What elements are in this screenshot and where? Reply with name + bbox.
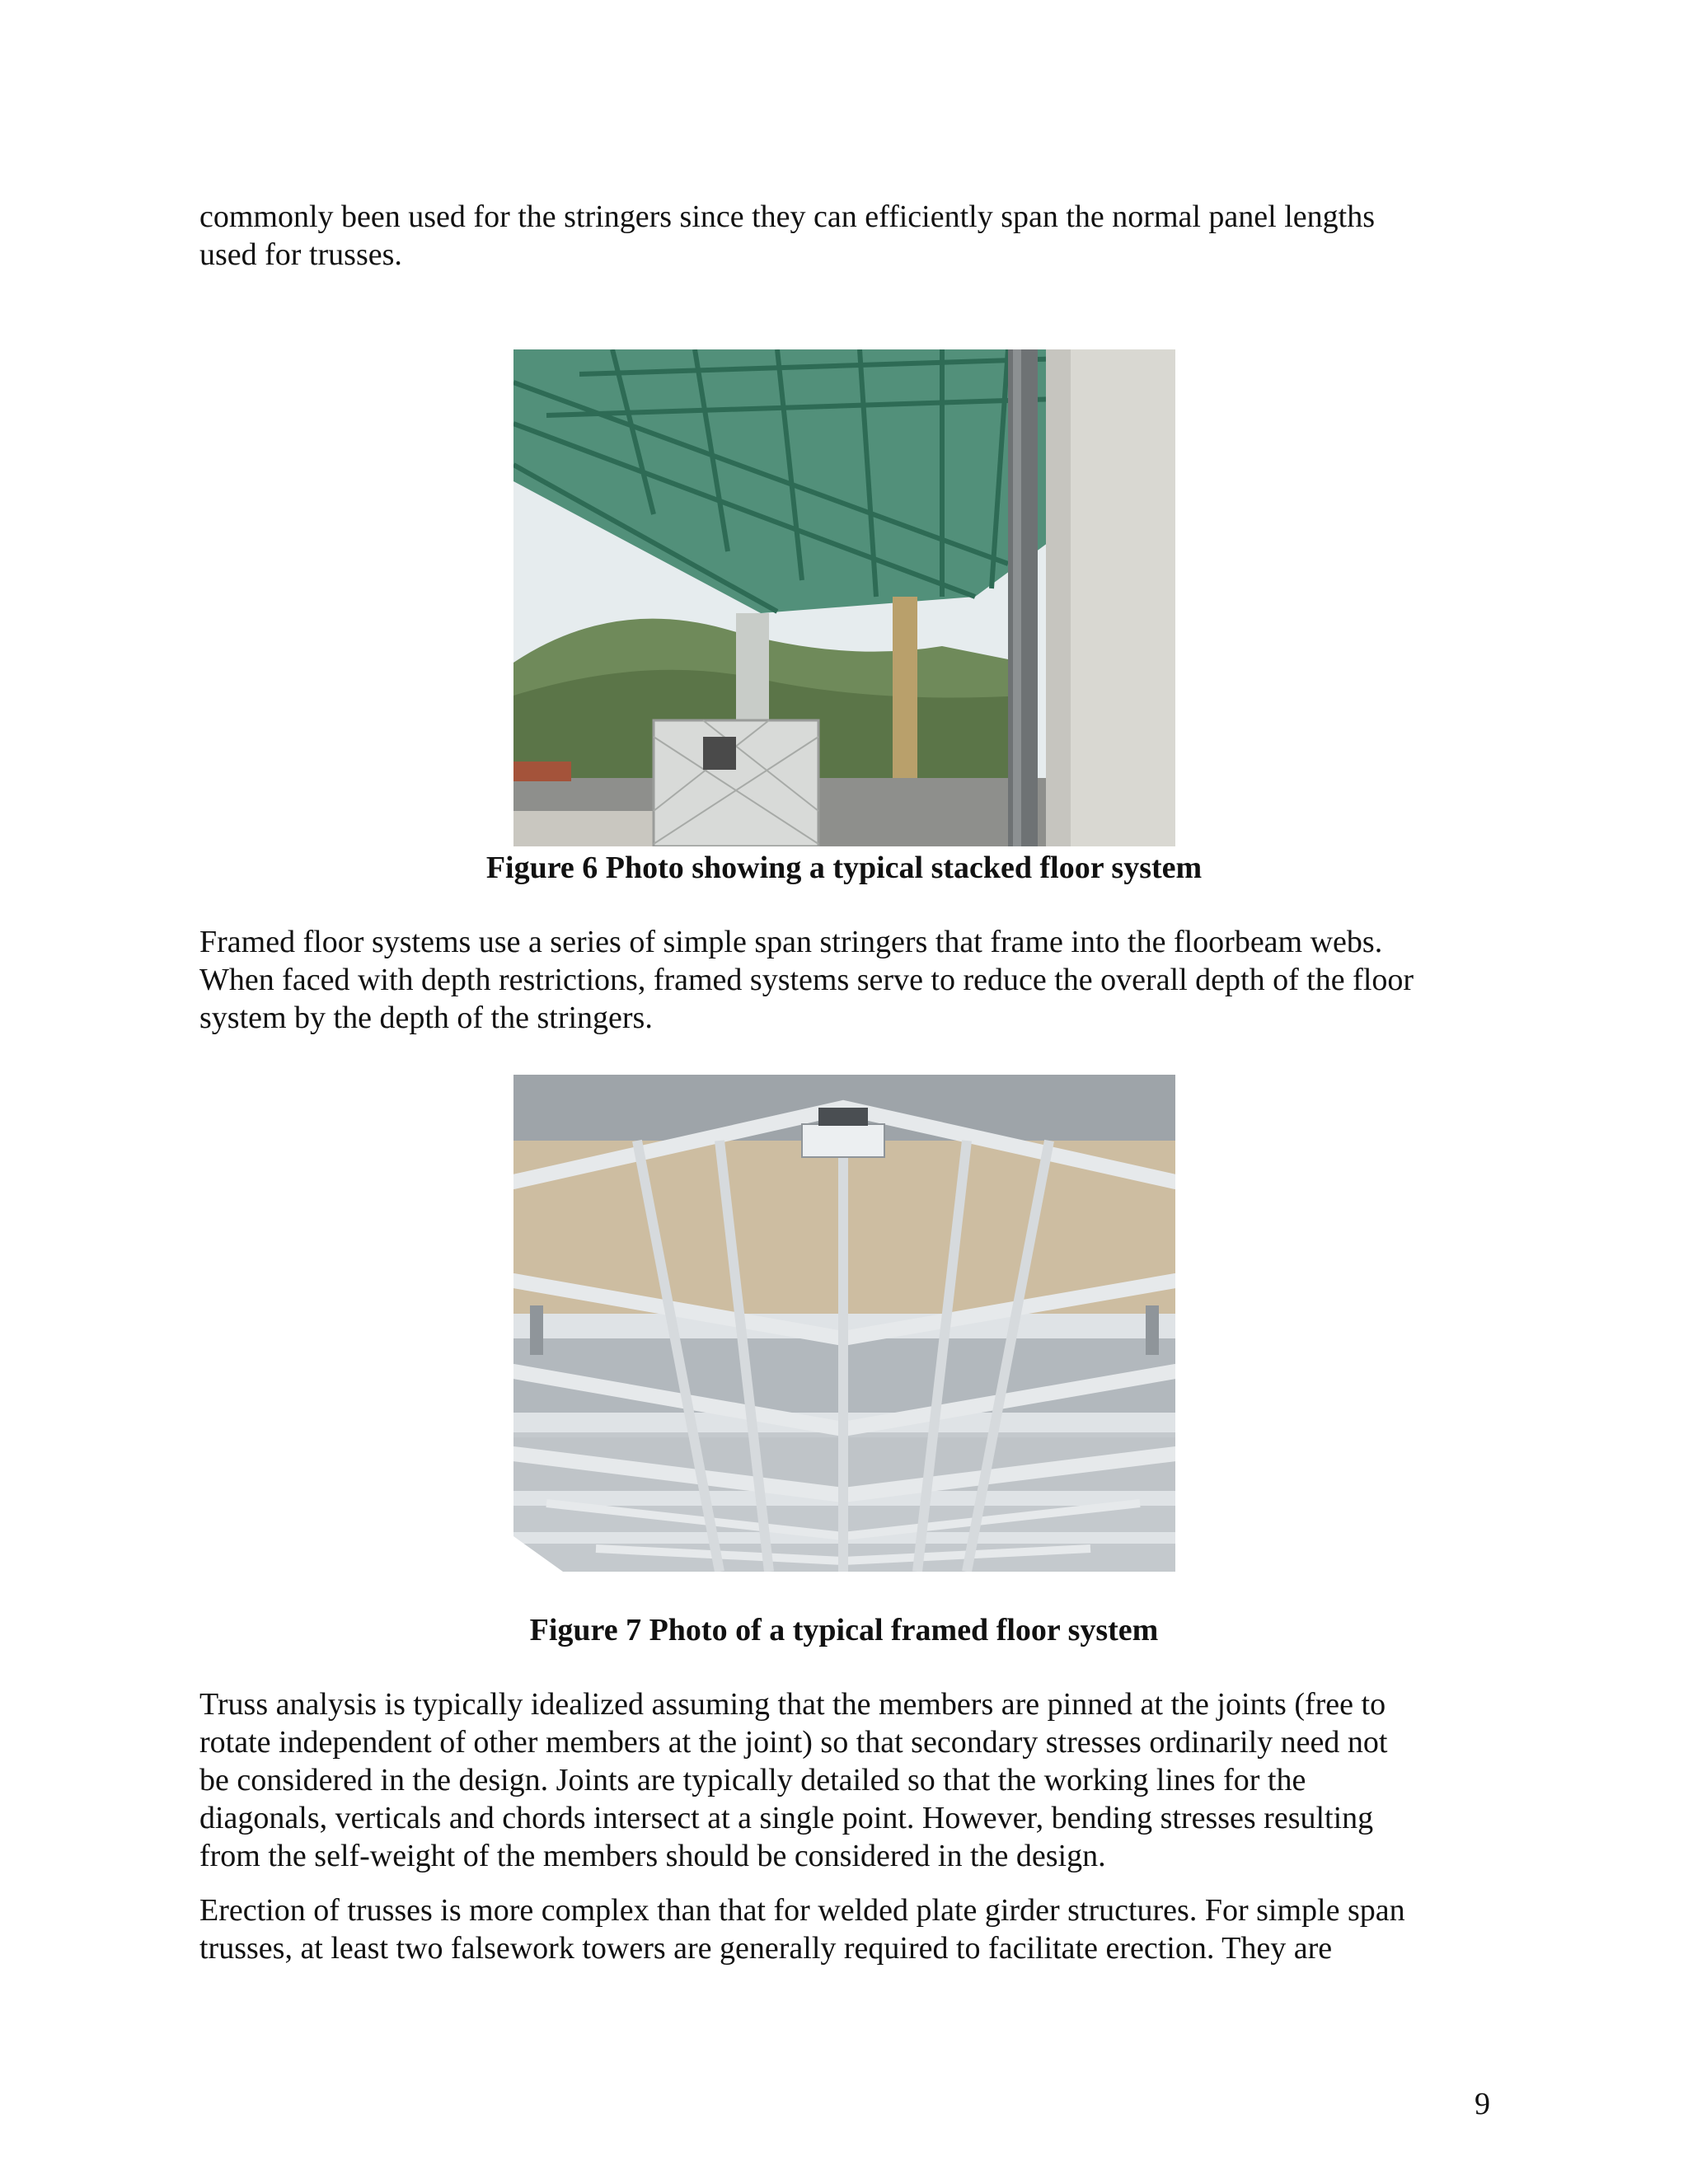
text-line: When faced with depth restrictions, framed systems serve to reduce the overall depth of the floor xyxy=(199,963,1414,997)
paragraph-framed-floor xyxy=(199,923,1518,1037)
text-line: Truss analysis is typically idealized assuming that the members are pinned at the joints (free to xyxy=(199,1687,1386,1722)
text-line: used for trusses. xyxy=(199,237,402,272)
text-line: be considered in the design. Joints are typically detailed so that the working lines for the xyxy=(199,1763,1306,1797)
text-line: system by the depth of the stringers. xyxy=(199,1001,653,1035)
text-line: Framed floor systems use a series of simple span stringers that frame into the floorbeam webs. xyxy=(199,925,1383,959)
page-number: 9 xyxy=(1475,2087,1490,2121)
paragraph-intro xyxy=(199,198,1518,274)
text-line: commonly been used for the stringers since they can efficiently span the normal panel lengths xyxy=(199,199,1375,234)
text-line: Erection of trusses is more complex than that for welded plate girder structures. For simple span xyxy=(199,1893,1405,1928)
figure-7-caption: Figure 7 Photo of a typical framed floor system xyxy=(529,1613,1159,1647)
text-line: rotate independent of other members at the joint) so that secondary stresses ordinarily need not xyxy=(199,1725,1388,1760)
text-line: diagonals, verticals and chords intersect at a single point. However, bending stresses resulting xyxy=(199,1801,1374,1835)
figure-7-photo xyxy=(513,1075,1175,1572)
text-line: from the self-weight of the members should be considered in the design. xyxy=(199,1839,1106,1873)
figure-6-photo xyxy=(513,349,1175,846)
paragraph-truss-analysis xyxy=(199,1685,1518,1875)
figure-6-caption: Figure 6 Photo showing a typical stacked floor system xyxy=(485,851,1203,885)
paragraph-erection xyxy=(199,1891,1518,1967)
text-line: trusses, at least two falsework towers are generally required to facilitate erection. They are xyxy=(199,1931,1333,1966)
